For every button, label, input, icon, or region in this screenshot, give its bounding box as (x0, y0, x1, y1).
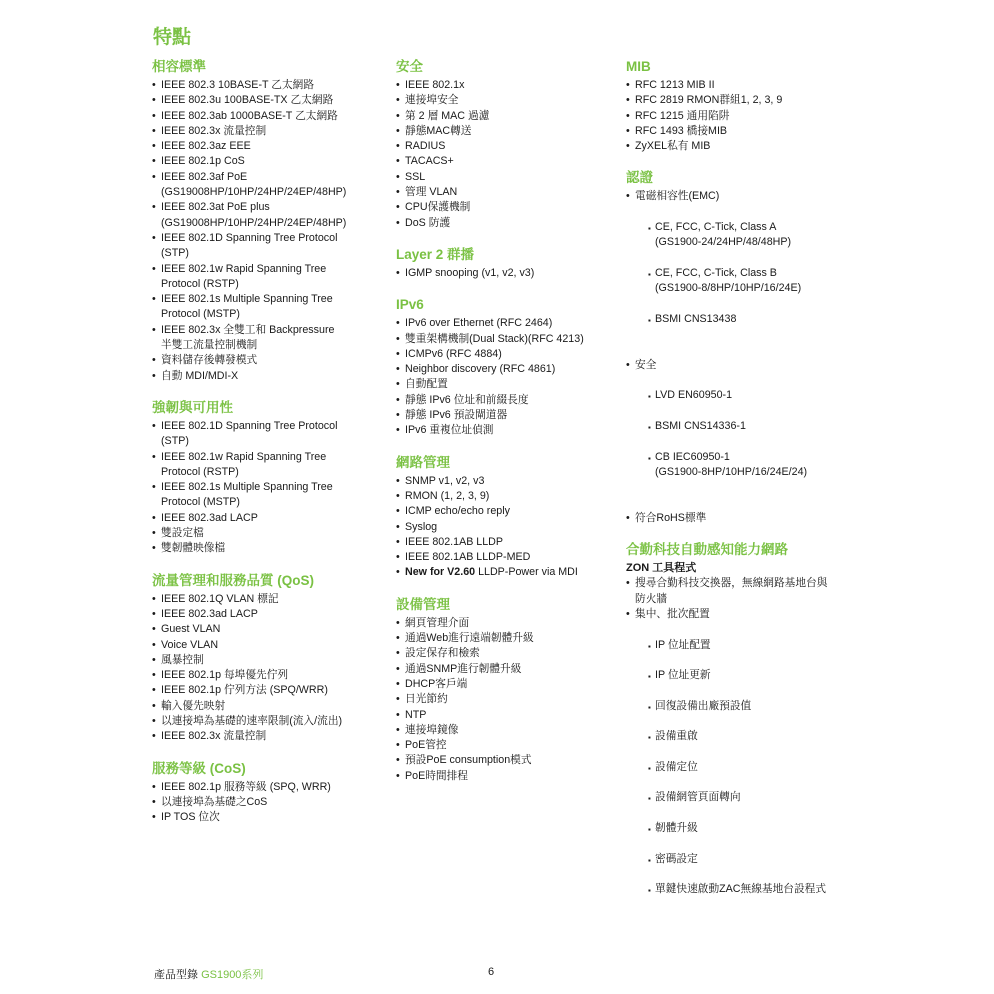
list-item: • 資料儲存後轉發模式 (152, 353, 380, 368)
list-item: • IPv6 over Ethernet (RFC 2464) (396, 316, 616, 331)
list-item: • RMON (1, 2, 3, 9) (396, 489, 616, 504)
list-item: • 靜態 IPv6 位址和前綴長度 (396, 393, 616, 408)
list-item: • RFC 1213 MIB II (626, 78, 856, 93)
list-item: • IEEE 802.1p 佇列方法 (SPQ/WRR) (152, 683, 380, 698)
list-item: • IGMP snooping (v1, v2, v3) (396, 266, 616, 281)
list-item: • 自動 MDI/MDI-X (152, 369, 380, 384)
list-item: • CPU保護機制 (396, 200, 616, 215)
central-label: 集中、批次配置 (635, 607, 710, 620)
list-item: • 靜態 IPv6 預設閘道器 (396, 408, 616, 423)
zon-subtitle: ZON 工具程式 (626, 562, 697, 575)
safety-label: 安全 (635, 358, 657, 371)
section (152, 572, 380, 745)
list-item: • RFC 1215 通用陷阱 (626, 109, 856, 124)
list-item: • IEEE 802.3az EEE (152, 139, 380, 154)
column-right (626, 58, 856, 943)
section-title: 認證 (626, 170, 653, 186)
section (152, 58, 380, 384)
sub-item: ▪ 回復設備出廠預設值 (648, 699, 856, 714)
section-title: 設備管理 (396, 596, 450, 612)
list-item: • 雙韌體映像檔 (152, 541, 380, 556)
feature-list (152, 592, 380, 745)
section (396, 246, 616, 281)
list-item: • IEEE 802.1AB LLDP-MED (396, 550, 616, 565)
column-middle (396, 58, 616, 799)
list-item: • 連接埠鏡像 (396, 723, 616, 738)
list-item: • IEEE 802.1p 服務等級 (SPQ, WRR) (152, 780, 380, 795)
list-item: • 管理 VLAN (396, 185, 616, 200)
section-title: MIB (626, 59, 651, 74)
list-item: • IP TOS 位次 (152, 810, 380, 825)
list-item: • 輸入優先映射 (152, 699, 380, 714)
section-title: 流量管理和服務品質 (QoS) (152, 572, 314, 588)
safety-sublist (635, 373, 856, 495)
list-item-emc (626, 189, 856, 357)
list-item: • 預設PoE consumption模式 (396, 753, 616, 768)
feature-list (396, 316, 616, 438)
list-item: • 通過SNMP進行韌體升級 (396, 662, 616, 677)
zon-list (626, 576, 856, 928)
list-item: • 搜尋合勤科技交換器，無線網路基地台與 防火牆 (626, 576, 856, 607)
section-title: 服務等級 (CoS) (152, 760, 246, 776)
central-sublist (635, 622, 856, 913)
section (152, 760, 380, 826)
list-item: • TACACS+ (396, 154, 616, 169)
sub-item: ▪ IP 位址更新 (648, 668, 856, 683)
list-item: • IEEE 802.1s Multiple Spanning Tree Protocol (MSTP) (152, 480, 380, 511)
list-item: • Guest VLAN (152, 622, 380, 637)
list-item: • IEEE 802.3af PoE (GS19008HP/10HP/24HP/24EP/48HP) (152, 170, 380, 201)
section-title: IPv6 (396, 297, 424, 313)
sub-item: ▪ 設備網管頁面轉向 (648, 790, 856, 805)
list-item: • RADIUS (396, 139, 616, 154)
page-number: 6 (488, 966, 495, 978)
list-item: • IEEE 802.1D Spanning Tree Protocol (STP) (152, 419, 380, 450)
list-item: • 風暴控制 (152, 653, 380, 668)
list-item: • IEEE 802.1x (396, 78, 616, 93)
list-item: • 以連接埠為基礎的速率限制(流入/流出) (152, 714, 380, 729)
list-item: • PoE管控 (396, 738, 616, 753)
list-item-new (396, 565, 616, 580)
list-item: • PoE時間排程 (396, 769, 616, 784)
list-item: • 雙設定檔 (152, 526, 380, 541)
list-item-central (626, 607, 856, 928)
list-item: • IEEE 802.3ad LACP (152, 511, 380, 526)
list-item: • DHCP客戶端 (396, 677, 616, 692)
list-item: • IEEE 802.3ad LACP (152, 607, 380, 622)
list-item: • 符合RoHS標準 (626, 511, 856, 526)
page-title: 特點 (153, 27, 192, 48)
footer-catalog-label: 產品型錄 (154, 969, 202, 981)
list-item: • IEEE 802.1w Rapid Spanning Tree Protocol (RSTP) (152, 450, 380, 481)
list-item: • SNMP v1, v2, v3 (396, 474, 616, 489)
section (152, 399, 380, 557)
list-item: • 連接埠安全 (396, 93, 616, 108)
column-left (152, 58, 380, 840)
section (396, 58, 616, 231)
list-item: • 日光節約 (396, 692, 616, 707)
sub-item: ▪ CB IEC60950-1 (GS1900-8HP/10HP/16/24E/24) (648, 450, 856, 481)
feature-list (396, 474, 616, 581)
list-item: • IEEE 802.3ab 1000BASE-T 乙太網路 (152, 109, 380, 124)
list-item: • IPv6 重複位址偵測 (396, 423, 616, 438)
section (396, 454, 616, 581)
feature-list (396, 266, 616, 281)
list-item: • IEEE 802.1w Rapid Spanning Tree Protocol (RSTP) (152, 262, 380, 293)
list-item-safety (626, 358, 856, 511)
mib-list (626, 78, 856, 154)
footer-catalog (154, 966, 263, 982)
sub-item: ▪ LVD EN60950-1 (648, 388, 856, 403)
list-item: • Syslog (396, 520, 616, 535)
feature-list (152, 78, 380, 384)
sub-item: ▪ BSMI CNS13438 (648, 312, 856, 327)
section (396, 296, 616, 438)
feature-list (396, 616, 616, 784)
emc-sublist (635, 205, 856, 343)
list-item: • ICMPv6 (RFC 4884) (396, 347, 616, 362)
list-item: • IEEE 802.1AB LLDP (396, 535, 616, 550)
sub-item: ▪ 韌體升級 (648, 821, 856, 836)
list-item: • 雙重架構機制(Dual Stack)(RFC 4213) (396, 332, 616, 347)
sub-item: ▪ 設備定位 (648, 760, 856, 775)
cert-list (626, 189, 856, 526)
list-item: • IEEE 802.1p CoS (152, 154, 380, 169)
sub-item: ▪ CE, FCC, C-Tick, Class A (GS1900-24/24HP/48/48HP) (648, 220, 856, 251)
list-item: • Voice VLAN (152, 638, 380, 653)
list-item: • ICMP echo/echo reply (396, 504, 616, 519)
list-item: • IEEE 802.1s Multiple Spanning Tree Protocol (MSTP) (152, 292, 380, 323)
list-item: • IEEE 802.3x 流量控制 (152, 124, 380, 139)
section-mib (626, 58, 856, 154)
section-title: 合勤科技自動感知能力網路 (626, 542, 788, 558)
footer-series: GS1900系列 (201, 969, 264, 981)
list-item: • 第 2 層 MAC 過濾 (396, 109, 616, 124)
list-item: • IEEE 802.3at PoE plus (GS19008HP/10HP/24HP/24EP/48HP) (152, 200, 380, 231)
list-item: • DoS 防護 (396, 216, 616, 231)
sub-item: ▪ IP 位址配置 (648, 638, 856, 653)
list-item: • IEEE 802.3u 100BASE-TX 乙太網路 (152, 93, 380, 108)
list-item: • IEEE 802.1D Spanning Tree Protocol (STP) (152, 231, 380, 262)
section-certification (626, 169, 856, 526)
list-item: • IEEE 802.1Q VLAN 標記 (152, 592, 380, 607)
list-item: • SSL (396, 170, 616, 185)
section-title: Layer 2 群播 (396, 246, 475, 262)
section-title: 強韌與可用性 (152, 399, 233, 415)
new-item-text: LLDP-Power via MDI (475, 566, 578, 579)
feature-list (152, 780, 380, 826)
list-item: • IEEE 802.3x 流量控制 (152, 729, 380, 744)
section-title: 相容標準 (152, 59, 206, 74)
emc-label: 電磁相容性(EMC) (635, 190, 720, 203)
list-item: • 網頁管理介面 (396, 616, 616, 631)
sub-item: ▪ 密碼設定 (648, 852, 856, 867)
list-item: • ZyXEL私有 MIB (626, 139, 856, 154)
section (396, 596, 616, 784)
sub-item: ▪ 單鍵快速啟動ZAC無線基地台設程式 (648, 882, 856, 897)
list-item: • IEEE 802.3x 全雙工和 Backpressure 半雙工流量控制機制 (152, 323, 380, 354)
feature-list (396, 78, 616, 231)
section-title: 網路管理 (396, 454, 450, 470)
section-title: 安全 (396, 59, 423, 74)
list-item: • 自動配置 (396, 377, 616, 392)
sub-item: ▪ BSMI CNS14336-1 (648, 419, 856, 434)
section-zon (626, 541, 856, 928)
list-item: • 靜態MAC轉送 (396, 124, 616, 139)
new-badge-text: New for V2.60 (405, 566, 476, 579)
list-item: • 通過Web進行遠端韌體升級 (396, 631, 616, 646)
list-item: • RFC 1493 橋接MIB (626, 124, 856, 139)
sub-item: ▪ 設備重啟 (648, 729, 856, 744)
list-item: • IEEE 802.1p 每埠優先佇列 (152, 668, 380, 683)
list-item: • RFC 2819 RMON群組1, 2, 3, 9 (626, 93, 856, 108)
feature-list (152, 419, 380, 557)
list-item: • 以連接埠為基礎之CoS (152, 795, 380, 810)
list-item: • NTP (396, 708, 616, 723)
list-item: • IEEE 802.3 10BASE-T 乙太網路 (152, 78, 380, 93)
list-item: • Neighbor discovery (RFC 4861) (396, 362, 616, 377)
list-item: • 設定保存和檢索 (396, 646, 616, 661)
sub-item: ▪ CE, FCC, C-Tick, Class B (GS1900-8/8HP/10HP/16/24E) (648, 266, 856, 297)
